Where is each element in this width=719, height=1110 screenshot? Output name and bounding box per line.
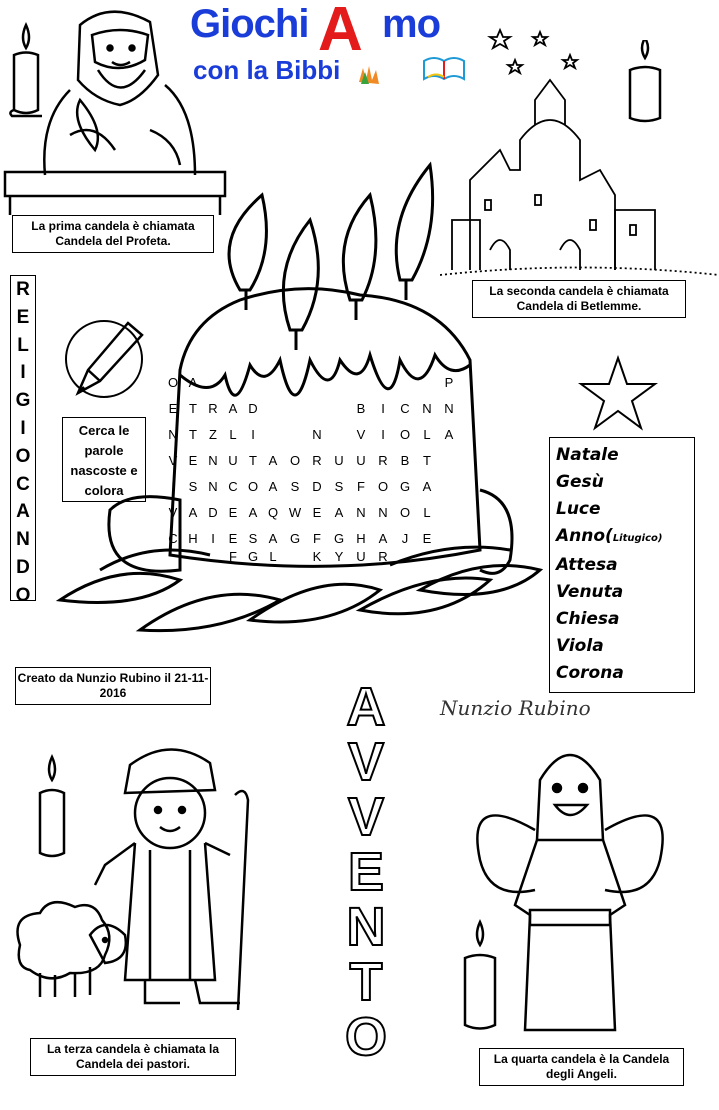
caption-second-candle: La seconda candela è chiamata Candela di Betlemme. [472,280,686,318]
word-item: Venuta [556,582,624,602]
caption-fourth-candle: La quarta candela è la Candela degli Angeli. [479,1048,684,1086]
grid-cell[interactable]: L [269,549,277,564]
vertical-letter: R [16,279,30,300]
religiocando-vertical-word [10,275,36,606]
grid-cell[interactable]: C [228,479,238,494]
grid-cell[interactable]: A [378,531,388,546]
grid-cell[interactable]: O [247,479,259,494]
word-item-anno: Anno( [556,526,613,546]
grid-cell[interactable]: N [208,453,218,468]
grid-cell[interactable]: A [268,479,278,494]
grid-cell[interactable]: N [356,505,366,520]
grid-cell[interactable]: A [334,505,344,520]
grid-cell[interactable]: R [378,549,388,564]
vertical-letter: O [15,445,31,467]
grid-cell[interactable]: C [168,531,178,546]
avvento-letter: V [347,787,385,847]
grid-cell[interactable]: V [356,427,366,442]
grid-cell[interactable]: D [312,479,322,494]
vertical-letter: E [16,306,30,328]
grid-cell[interactable]: G [333,531,345,546]
word-list [549,437,695,693]
grid-cell[interactable]: E [188,453,198,468]
grid-cell[interactable]: S [334,479,344,494]
grid-cell[interactable]: Z [209,427,217,442]
grid-cell[interactable]: V [168,453,178,468]
grid-cell[interactable]: K [312,549,322,564]
grid-cell[interactable]: S [290,479,300,494]
grid-cell[interactable]: L [229,427,237,442]
avvento-letter: T [349,952,383,1012]
grid-cell[interactable]: E [422,531,432,546]
grid-cell[interactable]: O [289,453,301,468]
grid-cell[interactable]: N [422,401,432,416]
grid-cell[interactable]: U [356,549,366,564]
grid-cell[interactable]: O [399,427,411,442]
grid-cell[interactable]: E [228,531,238,546]
grid-cell[interactable]: E [312,505,322,520]
logo-text-bibbia: con la Bibbi [193,55,341,85]
grid-cell[interactable]: I [211,531,215,546]
grid-cell[interactable]: T [249,453,257,468]
grid-cell[interactable]: U [356,453,366,468]
grid-cell[interactable]: N [208,479,218,494]
grid-cell[interactable]: N [378,505,388,520]
avvento-vertical-word [326,677,406,1067]
vertical-letter: I [20,417,26,439]
grid-cell[interactable]: O [377,479,389,494]
vertical-letter: O [15,584,31,606]
grid-cell[interactable]: R [208,401,218,416]
vertical-letter: A [16,501,30,523]
vertical-letter: I [20,362,26,384]
grid-cell[interactable]: P [444,375,454,390]
grid-cell[interactable]: J [401,531,409,546]
grid-cell[interactable]: S [188,479,198,494]
grid-cell[interactable]: N [168,427,178,442]
vertical-letter: L [17,334,29,356]
grid-cell[interactable]: I [171,479,175,494]
grid-cell[interactable]: Q [267,505,279,520]
grid-cell[interactable]: N [444,401,454,416]
avvento-letter: E [347,842,385,902]
grid-cell[interactable]: A [228,401,238,416]
grid-cell[interactable]: A [188,375,198,390]
shepherd-illustration [10,735,270,1035]
grid-cell[interactable]: A [248,505,258,520]
vertical-letter: D [16,556,30,578]
word-item-note: Litugico) [612,533,663,544]
angel-illustration [455,720,685,1040]
grid-cell[interactable]: S [248,531,258,546]
grid-cell[interactable]: T [189,427,197,442]
grid-cell[interactable]: A [422,479,432,494]
grid-cell[interactable]: D [248,401,258,416]
grid-cell[interactable]: T [189,401,197,416]
grid-cell[interactable]: V [168,505,178,520]
grid-cell[interactable]: I [381,427,385,442]
grid-cell[interactable]: R [312,453,322,468]
instructions-box: Cerca le parole nascoste e colora [62,417,146,502]
logo-text-giochi: Giochi [190,2,309,46]
grid-cell[interactable]: A [188,505,198,520]
grid-cell[interactable]: F [229,549,237,564]
avvento-letter: N [346,897,386,957]
word-item: Luce [556,499,601,519]
grid-cell[interactable]: A [444,427,454,442]
grid-cell[interactable]: O [167,375,179,390]
grid-cell[interactable]: T [423,453,431,468]
grid-cell[interactable]: G [399,479,411,494]
grid-cell[interactable]: Y [334,549,344,564]
grid-cell[interactable]: B [356,401,366,416]
grid-cell[interactable]: L [423,427,431,442]
word-item: Natale [556,445,619,465]
grid-cell[interactable]: U [334,453,344,468]
grid-cell[interactable]: H [356,531,366,546]
caption-third-candle: La terza candela è chiamata la Candela dei pastori. [30,1038,236,1076]
logo-text-mo: mo [382,2,440,46]
hands-icon [355,62,385,88]
grid-cell[interactable]: E [228,505,238,520]
grid-cell[interactable]: U [228,453,238,468]
grid-cell[interactable]: G [247,549,259,564]
grid-cell[interactable]: O [399,505,411,520]
grid-cell[interactable]: L [423,505,431,520]
word-item: Viola [556,636,604,656]
grid-cell[interactable]: I [251,427,255,442]
avvento-letter: V [347,732,385,792]
star-icon [578,355,658,433]
grid-cell[interactable]: F [357,479,365,494]
vertical-letter: G [15,390,31,412]
word-item: Gesù [556,472,604,492]
avvento-letter: O [344,1007,387,1067]
word-item: Corona [556,663,624,683]
grid-cell[interactable]: B [400,453,410,468]
grid-cell[interactable]: W [288,505,302,520]
vertical-letter: N [16,529,30,551]
grid-cell[interactable]: D [208,505,218,520]
advent-wreath-illustration [40,160,550,640]
grid-cell[interactable]: G [289,531,301,546]
grid-cell[interactable]: H [188,531,198,546]
grid-cell[interactable]: F [313,531,321,546]
grid-cell[interactable]: C [400,401,410,416]
grid-cell[interactable]: E [168,401,178,416]
word-item: Attesa [556,555,618,575]
credit-box: Creato da Nunzio Rubino il 21-11-2016 [15,667,211,705]
caption-first-candle: La prima candela è chiamata Candela del Profeta. [12,215,214,253]
avvento-letter: A [346,677,386,737]
word-item: Chiesa [556,609,620,629]
vertical-letter: C [16,473,30,495]
logo-big-a: A [318,0,363,64]
grid-cell[interactable]: R [378,453,388,468]
signature: Nunzio Rubino [440,696,591,720]
grid-cell[interactable]: I [381,401,385,416]
word-item [556,523,694,552]
grid-cell[interactable]: A [268,453,278,468]
grid-cell[interactable]: A [268,531,278,546]
grid-cell[interactable]: N [312,427,322,442]
